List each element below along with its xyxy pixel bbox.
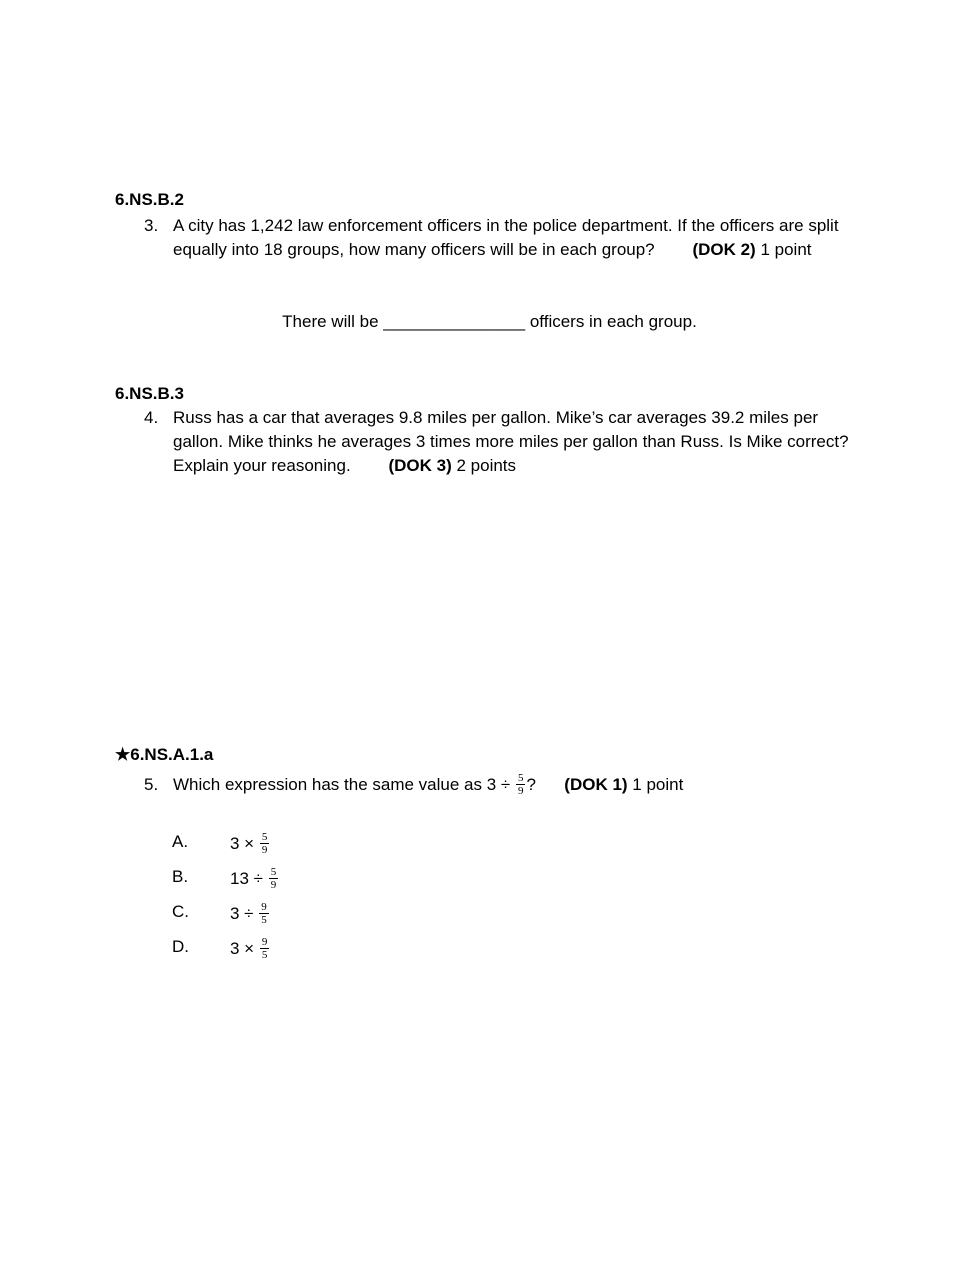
points-label: 1 point bbox=[632, 775, 684, 794]
question-5 bbox=[144, 773, 884, 798]
points-label: 1 point bbox=[760, 240, 812, 259]
fraction bbox=[259, 901, 269, 926]
option-letter: C. bbox=[172, 902, 189, 921]
fraction-denominator: 5 bbox=[261, 949, 268, 961]
option-expression: 3 ÷ $\frac{9}{5}$ bbox=[230, 901, 267, 926]
fraction-denominator: 5 bbox=[261, 914, 267, 926]
option-letter: D. bbox=[172, 937, 189, 956]
fraction bbox=[260, 831, 270, 856]
option-letter: A. bbox=[172, 832, 189, 851]
fraction bbox=[260, 936, 270, 961]
dok-label: (DOK 2) bbox=[692, 240, 756, 259]
standard-label-q5: ★6.NS.A.1.a bbox=[115, 745, 214, 764]
fraction-numerator: 5 bbox=[517, 772, 524, 785]
fraction-denominator: 9 bbox=[517, 785, 524, 798]
question-mark: ? bbox=[526, 775, 536, 794]
question-text: Russ has a car that averages 9.8 miles per gallon. Mike’s car averages 39.2 miles per gallon. Mike thinks he averages 3 times more miles per gallon than Russ. Is Mike correct? Explain your reasoning. bbox=[173, 408, 849, 475]
question-number: 4. bbox=[144, 408, 159, 427]
fraction-denominator: 9 bbox=[270, 879, 277, 891]
question-number: 3. bbox=[144, 216, 159, 235]
answer-suffix: officers in each group. bbox=[529, 312, 697, 331]
fraction-denominator: 9 bbox=[261, 844, 268, 856]
question-text: A city has 1,242 law enforcement officers in the police department. If the officers are split equally into 18 groups, how many officers will be in each group? bbox=[173, 216, 839, 259]
question-text: Which expression has the same value as 3 ÷ bbox=[173, 775, 511, 794]
standard-label-q3: 6.NS.B.2 bbox=[115, 190, 184, 209]
dok-label: (DOK 1) bbox=[564, 775, 628, 794]
points-label: 2 points bbox=[456, 456, 517, 475]
option-letter: B. bbox=[172, 867, 189, 886]
question-4 bbox=[144, 406, 856, 478]
question-number: 5. bbox=[144, 775, 159, 794]
standard-label-q4: 6.NS.B.3 bbox=[115, 384, 184, 403]
dok-label: (DOK 3) bbox=[388, 456, 452, 475]
answer-sentence-q3 bbox=[0, 312, 979, 332]
fraction bbox=[516, 772, 526, 797]
fraction-numerator: 5 bbox=[270, 866, 277, 878]
option-expression: 3 × $\frac{5}{9}$ bbox=[230, 831, 268, 856]
fraction-numerator: 9 bbox=[261, 901, 267, 913]
fraction-numerator: 9 bbox=[261, 936, 268, 948]
option-expression: 3 × $\frac{9}{5}$ bbox=[230, 936, 268, 961]
answer-blank[interactable]: _______________ bbox=[383, 312, 526, 331]
fraction bbox=[269, 866, 279, 891]
option-expression: 13 ÷ $\frac{5}{9}$ bbox=[230, 866, 277, 891]
answer-prefix: There will be bbox=[282, 312, 379, 331]
question-3 bbox=[144, 214, 884, 262]
fraction-numerator: 5 bbox=[261, 831, 268, 843]
